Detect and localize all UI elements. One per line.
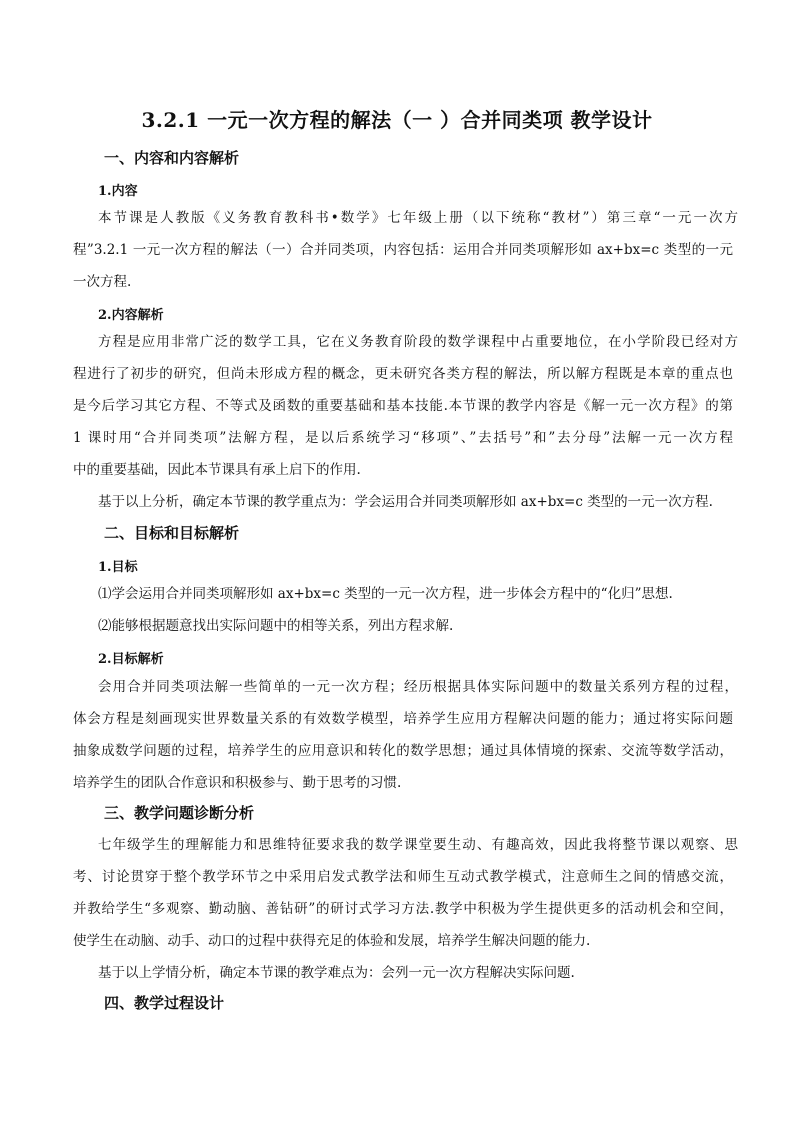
page-title: 3.2.1 一元一次方程的解法（一 ）合并同类项 教学设计 xyxy=(141,108,653,132)
paragraph-line: 是今后学习其它方程、不等式及函数的重要基础和基本技能.本节课的教学内容是《解一元一次方程》的第 xyxy=(73,398,733,414)
subsection-heading-2-1: 1.目标 xyxy=(98,560,138,575)
paragraph-line: 一次方程. xyxy=(73,274,132,290)
subsection-heading-1-2: 2.内容解析 xyxy=(98,308,164,323)
paragraph-line: 程进行了初步的研究，但尚未形成方程的概念，更未研究各类方程的解法，所以解方程既是本章的重点也 xyxy=(73,366,733,382)
paragraph-line: 考、讨论贯穿于整个教学环节之中采用启发式教学法和师生互动式教学模式，注意师生之间的情感交流， xyxy=(73,869,733,885)
paragraph-line: 抽象成数学问题的过程，培养学生的应用意识和转化的数学思想；通过具体情境的探索、交流等数学活动， xyxy=(73,743,733,759)
section-heading-1: 一、内容和内容解析 xyxy=(104,149,240,167)
paragraph-line: 体会方程是刻画现实世界数量关系的有效数学模型，培养学生应用方程解决问题的能力；通过将实际问题 xyxy=(73,711,733,727)
paragraph-line: 1 课时用“合并同类项”法解方程，是以后系统学习“移项”、”去括号”和”去分母”法解一元一次方程 xyxy=(73,430,733,446)
paragraph-line: 培养学生的团队合作意识和积极参与、勤于思考的习惯. xyxy=(73,775,402,791)
paragraph-line: 程”3.2.1 一元一次方程的解法（一）合并同类项，内容包括：运用合并同类项解形如 ax+bx=c 类型的一元 xyxy=(73,242,733,258)
section-heading-4: 四、教学过程设计 xyxy=(104,994,225,1012)
paragraph-line: 基于以上学情分析，确定本节课的教学难点为：会列一元一次方程解决实际问题. xyxy=(98,965,575,981)
paragraph-line: ⑵能够根据题意找出实际问题中的相等关系，列出方程求解. xyxy=(98,618,454,634)
paragraph-line: 并教给学生“多观察、勤动脑、善钻研”的研讨式学习方法.教学中积极为学生提供更多的活动机会和空间， xyxy=(73,901,733,917)
paragraph-line: 中的重要基础，因此本节课具有承上启下的作用. xyxy=(73,462,361,478)
paragraph-line: 方程是应用非常广泛的数学工具，它在义务教育阶段的数学课程中占重要地位，在小学阶段已经对方 xyxy=(98,334,738,350)
section-heading-2: 二、目标和目标解析 xyxy=(104,524,240,542)
paragraph-line: 本节课是人教版《义务教育教科书•数学》七年级上册（以下统称“教材”）第三章“一元一次方 xyxy=(98,210,738,226)
paragraph-line: ⑴学会运用合并同类项解形如 ax+bx=c 类型的一元一次方程，进一步体会方程中的“化归”思想. xyxy=(98,586,673,602)
paragraph-line: 七年级学生的理解能力和思维特征要求我的数学课堂要生动、有趣高效，因此我将整节课以观察、思 xyxy=(98,837,738,853)
paragraph-line: 基于以上分析，确定本节课的教学重点为：学会运用合并同类项解形如 ax+bx=c 类型的一元一次方程. xyxy=(98,494,713,510)
paragraph-line: 会用合并同类项法解一些简单的一元一次方程；经历根据具体实际问题中的数量关系列方程的过程， xyxy=(98,679,738,695)
subsection-heading-1-1: 1.内容 xyxy=(98,184,138,199)
paragraph-line: 使学生在动脑、动手、动口的过程中获得充足的体验和发展，培养学生解决问题的能力. xyxy=(73,933,591,949)
subsection-heading-2-2: 2.目标解析 xyxy=(98,652,164,667)
section-heading-3: 三、教学问题诊断分析 xyxy=(104,804,255,822)
